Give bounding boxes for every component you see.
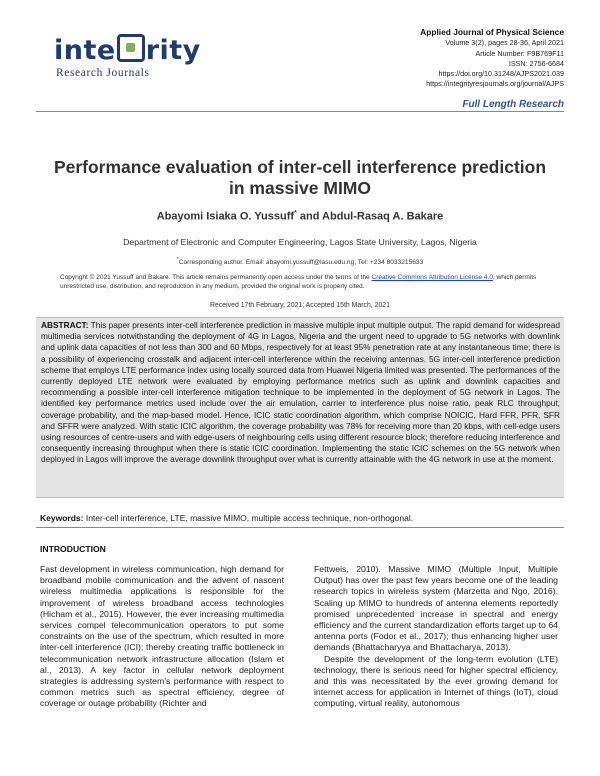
issn: ISSN: 2756-6684	[508, 58, 564, 68]
corresponding-author	[40, 257, 560, 266]
copyright-prefix: Copyright © 2021 Yussuff and Bakare. This article remains permanently open access under the terms of the	[60, 274, 372, 281]
abstract-label: ABSTRACT:	[41, 320, 89, 330]
corresponding-mark: *	[294, 210, 297, 217]
keywords	[40, 513, 560, 523]
author-2: and Abdul-Rasaq A. Bakare	[296, 210, 444, 223]
header-divider	[36, 111, 564, 112]
intro-paragraph-3: Despite the development of the long-term evolution (LTE) technology, there is serious need for higher spectral efficiency, and this was necessitated by the ever growing demand for internet access for application in Internet of things (IoT), cloud computing, virtual reality, autonomous	[314, 653, 558, 709]
body-column-left	[40, 564, 284, 766]
intro-paragraph-2: Fettweis, 2010). Massive MIMO (Multiple Input, Multiple Output) has over the past few years become one of the leading research topics in wireless system (Marzetta and Ngo, 2016). Scaling up MIMO to hundreds of antenna elements reportedly promised unprecedented increase in spectral and energy efficiency and the current standardization efforts target up to 64 antenna ports (Fodor et al., 2017); thus enhancing higher user demands (Bhattacharyya and Bhattacharya, 2013).	[314, 564, 558, 653]
received-dates: Received 17th February, 2021; Accepted 15th March, 2021	[210, 302, 390, 309]
copyright-suffix: , which permits unrestricted use, distribution, and reproduction in any medium, provided the original work is properly cited.	[60, 274, 537, 290]
corresponding-author-text: Corresponding author. Email: abayomi.yussuff@lasu.edu.ng; Tel: +234 8033215633	[178, 259, 424, 267]
abstract-box	[36, 317, 564, 498]
abstract-text: This paper presents inter-cell interference prediction in massive multiple input multiple output. The rapid demand for widespread multimedia services notwithstanding the deployment of 4G in Lagos, Nigeria and the urgent need to upgrade to 5G networks with downlink and uplink data capacities of not less than 300 and 60 Mbps, respectively for at least 95% penetration rate at any instantaneous time; there is a possibility of experiencing crosstalk and adjacent inter-cell interference within the receiving antennas. 5G inter-cell interference prediction scheme that employs LTE performance index using locally sourced data from Huawei Nigeria limited was presented. The performances of the currently deployed LTE network were evaluated by employing performance metrics such as uplink and downlink capacities and recommending a possible inter-cell interference mitigation technique to be implemented in the deployment of 5G network in Lagos. The identified key performance metrics used include over the air emulation, carrier to interference plus noise ratio, peak RLC throughput, coverage probability, and the map-based model. Hence, ICIC static coordination algorithm, which comprise NOICIC, Hard FFR, PFR, SFR and SFFR were analyzed. With static ICIC algorithm, the coverage probability was 78% for receiving more than 20 kbps, with cell-edge users using resources of centre-users and with edge-users of neighbouring cells using different resource block; therefore reducing interference and consequently increasing throughput when there is static ICIC coordination. Implementing the static ICIC schemes on the 5G network when deployed in Lagos will improve the average downlink throughput over what is currently attainable with the 4G network in use at the moment.	[41, 320, 560, 465]
journal-logo	[54, 34, 204, 82]
article-number: Article Number: F9B769F11	[475, 48, 564, 58]
article-type: Full Length Research	[462, 99, 564, 110]
section-heading-introduction: INTRODUCTION	[40, 544, 106, 554]
keywords-text: Inter-cell interference, LTE, massive MIMO, multiple access technique, non-orthogonal.	[85, 513, 414, 523]
affiliation: Department of Electronic and Computer Engineering, Lagos State University, Lagos, Nigeria	[123, 237, 477, 247]
corresponding-author-mark: *	[176, 257, 179, 263]
license-link[interactable]: Creative Commons Attribution License 4.0	[371, 274, 493, 281]
logo-g-square-icon	[117, 34, 145, 62]
logo-subtitle: Research Journals	[56, 67, 150, 79]
doi-link[interactable]: https://doi.org/10.31248/AJPS2021.039	[438, 69, 564, 79]
journal-name: Applied Journal of Physical Science	[420, 27, 564, 37]
paper-title: Performance evaluation of inter-cell interference prediction in massive MIMO	[53, 157, 547, 198]
body-column-right	[314, 564, 558, 766]
logo-wordmark	[54, 34, 201, 66]
journal-volume: Volume 3(2), pages 28-36, April 2021	[445, 38, 564, 48]
journal-url-link[interactable]: https://integrityresjournals.org/journal/AJPS	[426, 79, 564, 89]
keywords-label: Keywords:	[40, 513, 84, 523]
intro-paragraph-1: Fast development in wireless communication, high demand for broadband mobile communication and the advent of nascent wireless multimedia applications is responsible for the improvement of wireless broadband access technologies (Hicham et al., 2015). However, the ever increasing multimedia services compel telecommunication operators to put some constraints on the use of the spectrum, which resulted in more inter-cell interference (ICI); thereby creating traffic bottleneck in telecommunication network infrastructure allocation (Islam et al., 2013). A key factor in cellular network deployment strategies is addressing system’s performance with respect to common metrics such as spectral efficiency, degree of coverage or outage probability (Richter and	[40, 564, 284, 709]
copyright-notice	[60, 274, 560, 292]
keywords-divider	[36, 527, 564, 528]
author-1: Abayomi Isiaka O. Yussuff	[156, 210, 295, 223]
logo-word-suffix: rity	[145, 35, 201, 66]
logo-word-prefix: inte	[54, 35, 116, 66]
authors	[40, 210, 560, 223]
publication-info	[420, 27, 564, 90]
